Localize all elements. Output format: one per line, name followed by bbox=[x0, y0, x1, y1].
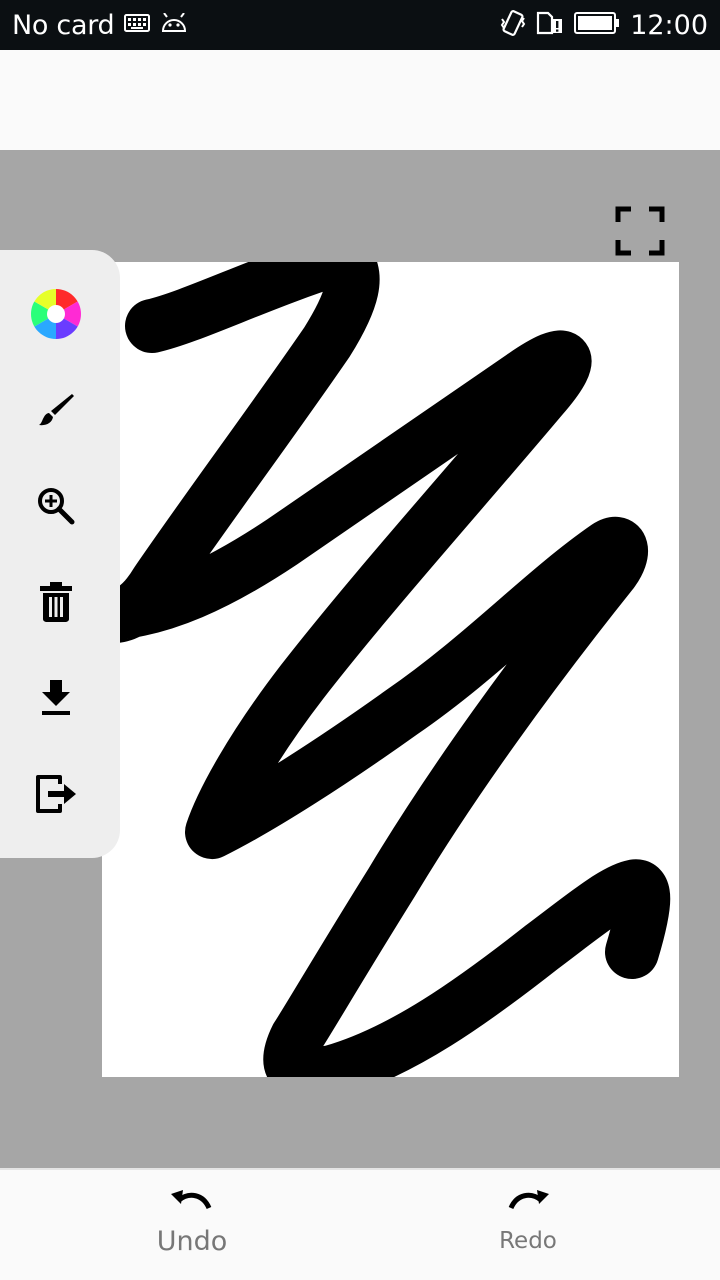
tool-panel bbox=[0, 250, 120, 858]
keyboard-icon bbox=[124, 14, 150, 36]
brush-button[interactable] bbox=[16, 370, 96, 450]
android-icon bbox=[160, 13, 188, 37]
brush-icon bbox=[36, 390, 76, 430]
bottom-bar bbox=[0, 1168, 720, 1280]
app-bar bbox=[0, 50, 720, 150]
drawing-canvas[interactable] bbox=[102, 262, 679, 1077]
save-button[interactable] bbox=[16, 658, 96, 738]
fullscreen-button[interactable] bbox=[612, 203, 668, 259]
carrier-label: No card bbox=[12, 9, 115, 41]
redo-icon bbox=[505, 1188, 551, 1218]
status-bar bbox=[0, 0, 720, 50]
exit-icon bbox=[34, 772, 78, 816]
sim-alert-icon bbox=[536, 10, 564, 40]
redo-button[interactable] bbox=[476, 1188, 580, 1254]
color-wheel-icon bbox=[30, 288, 82, 340]
redo-label: Redo bbox=[499, 1228, 557, 1254]
download-icon bbox=[38, 678, 74, 718]
color-picker-button[interactable] bbox=[16, 274, 96, 354]
vibrate-icon bbox=[500, 9, 526, 41]
undo-button[interactable] bbox=[140, 1188, 244, 1257]
undo-label: Undo bbox=[156, 1226, 228, 1257]
undo-icon bbox=[169, 1188, 215, 1218]
zoom-in-icon bbox=[35, 485, 77, 527]
trash-icon bbox=[38, 581, 74, 623]
status-time: 12:00 bbox=[630, 9, 708, 41]
clear-button[interactable] bbox=[16, 562, 96, 642]
drawn-stroke bbox=[102, 262, 643, 1074]
exit-button[interactable] bbox=[16, 754, 96, 834]
battery-icon bbox=[574, 11, 620, 39]
drawing-strokes bbox=[102, 262, 679, 1077]
zoom-button[interactable] bbox=[16, 466, 96, 546]
fullscreen-icon bbox=[615, 206, 665, 256]
